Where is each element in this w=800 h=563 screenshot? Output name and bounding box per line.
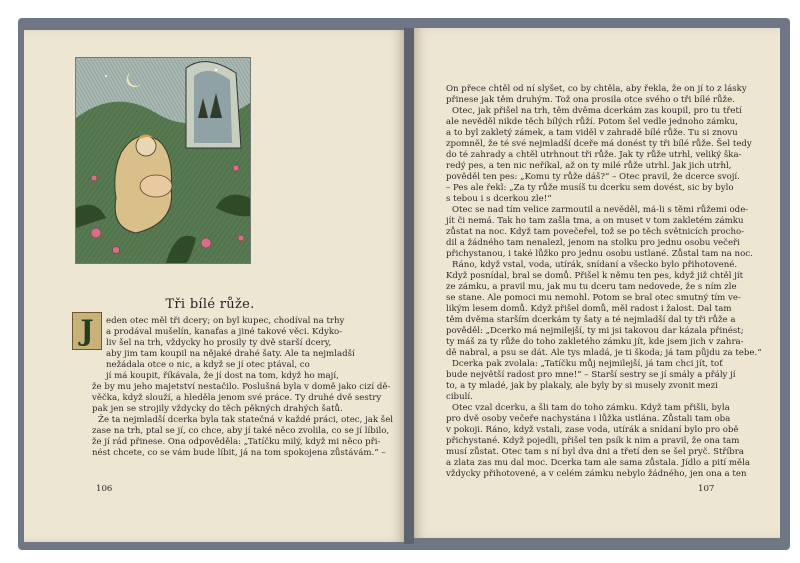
chapter-title: Tři bílé růže. [165, 297, 255, 312]
text-line: musí zůstat. Otec tam s ní byl dva dni a třetí den se šel pryč. Stříbra [446, 447, 745, 457]
text-line: dil a žádného tam nenalezl, jenom na stolku pro jednu osobu večeři [446, 238, 740, 248]
text-line: do té zahrady a chtěl utrhnout tři růže. Jak ty růže utrhl, veliký ška- [446, 150, 742, 160]
text-line: těm dvěma starším dcerkám ty šaty a té nejmladší dal ty tři růže a [446, 315, 736, 325]
text-line: přinese jak těm druhým. Tož ona prosila otce svého o tři bílé růže. [446, 95, 735, 105]
text-line: se stane. Ale pomoci mu nemohl. Potom se bral otec smutný tím ve- [446, 293, 741, 303]
text-line: a prodával mušelín, kanafas a jiné takové věci. Kdyko- [106, 327, 343, 337]
text-line: ty máš za ty růže do toho zakletého zámku jít, kde jsem jich v zahra- [446, 337, 744, 347]
text-line: likým lesem domů. Když přišel domů, měl radost i žalost. Dal tam [446, 304, 732, 314]
text-line: cibulí. [446, 392, 473, 402]
text-line: Otec se nad tím velice zarmoutil a nevěděl, má-li s těmi růžemi ode- [452, 205, 749, 215]
text-line: přichystané. Když pojedli, přišel ten psík k nim a pravil, že ona tam [446, 436, 740, 446]
text-line: Otec, jak přišel na trh, těm dvěma dcerkám zas koupil, pro tu třetí [452, 106, 742, 116]
drop-cap-letter: J [80, 314, 94, 347]
text-line: v pokoji. Ráno, když vstali, zase voda, utírák a snídaní bylo pro obě [446, 425, 739, 435]
text-line: pak jen se strojily vždycky do těch pěkných drahých šatů. [92, 404, 343, 414]
text-line: a to byl zakletý zámek, a tam viděl v zahradě bílé růže. Tu si znovu [446, 128, 738, 138]
text-line: a zlata zas mu dal moc. Dcerka tam ale sama zůstala. Jídlo a pití měla [446, 458, 750, 468]
text-line: zůstat na noc. Když tam povečeřel, tož se po těch světnicích procho- [446, 227, 745, 237]
text-line: nežádala otce o nic, a když se jí otec ptával, co [106, 360, 310, 370]
text-line: vždycky přihotovené, a v celém zámku nebylo žádného, jen ona a ten [446, 469, 747, 479]
text-line: Ráno, když vstal, voda, utírák, snídaní a všecko bylo přihotovené. [452, 260, 738, 270]
text-line: věčka, když slouží, a hleděla jenom své práce. Ty druhé dvě sestry [92, 393, 382, 403]
text-line: liv šel na trh, vždycky ho prosily ty dvě starší dcery, [106, 338, 332, 348]
text-line: jít či nemá. Tak ho tam zašla tma, a on muset v tom zakletém zámku [446, 216, 744, 226]
text-line: jí má koupit, říkávala, že jí dost na tom, když ho mají, [106, 371, 339, 381]
text-line: Když posnídal, bral se domů. Přišel k němu ten pes, když již chtěl jít [446, 271, 744, 281]
page-number-right: 107 [698, 484, 715, 494]
text-line: s tebou i s dcerkou zle!“ [446, 194, 552, 204]
text-line: eden otec měl tři dcery; on byl kupec, chodíval na trhy [106, 316, 345, 326]
text-line: Že ta nejmladší dcerka byla tak statečná v každé práci, otec, jak šel [98, 415, 394, 425]
text-line: On přece chtěl od ní slyšet, co by chtěla, aby řekla, že on jí to z lásky [446, 84, 747, 94]
book-gutter [404, 28, 414, 544]
text-line: že jí rád přinese. Ona odpověděla: „Tatíčku milý, když mi něco při- [92, 437, 381, 447]
text-line: redý pes, a ten nic neříkal, až on ty milé růže utrhl. Jak jich utrhl, [446, 161, 732, 171]
text-line: ze zámku, a pravil mu, jak mu tu dceru tam nedovede, že s ním zle [446, 282, 737, 292]
text-line: dě nabral, a psu se dát. Ale tys mladá, je ti škoda; já tam půjdu za tebe.“ [446, 348, 762, 358]
text-line: – Pes ale řekl: „Za ty růže musíš tu dcerku sem dovést, sic by bylo [446, 183, 734, 193]
text-line: pověděl ten pes: „Komu ty růže dáš?“ – Otec pravil, že dcerce svojí. [446, 172, 740, 182]
text-line: Otec vzal dcerku, a šli tam do toho zámku. Když tam přišli, byla [452, 403, 730, 413]
text-line: pro dvě osoby večeře nachystána i lůžka ustlána. Zůstali tam oba [446, 414, 731, 424]
text-line: zpomněl, že té své nejmladší dceře má donést ty tři bílé růže. Šel tedy [446, 139, 752, 149]
text-line: přichystanou, i také lůžko pro jednu osobu ustlané. Zůstal tam na noc. [446, 249, 753, 259]
text-line: bude největší radost pro mne!“ – Starší sestry se jí smály a přály jí [446, 370, 736, 380]
text-line: aby jim tam koupil na nějaké drahé šaty. Ale ta nejmladší [106, 349, 355, 359]
illustration [76, 58, 250, 263]
page-number-left: 106 [96, 484, 113, 494]
text-line: Dcerka pak zvolala: „Tatíčku můj nejmilejší, já tam chci jít, toť [452, 359, 723, 369]
drop-cap [73, 313, 101, 349]
text-line: pověděl: „Dcerko má nejmilejší, ty mi jsi takovou dar kázala přinést; [446, 326, 744, 336]
text-line: to, a ty mladé, jak by plakaly, ale byly by si musely zvonit mezi [446, 381, 718, 391]
text-line: ale nevěděl nikde těch bílých růží. Potom šel vedle jednoho zámku, [446, 117, 738, 127]
text-line: zase na trh, ptal se jí, co chce, aby jí také něco zvolila, co se jí líbilo, [92, 426, 390, 436]
text-line: že by mu jeho majetství nestačilo. Poslušná byla v domě jako cizí dě- [92, 382, 391, 392]
text-line: nést chcete, co se vám bude líbit, já na tom spokojena zůstávám.“ – [92, 448, 386, 458]
